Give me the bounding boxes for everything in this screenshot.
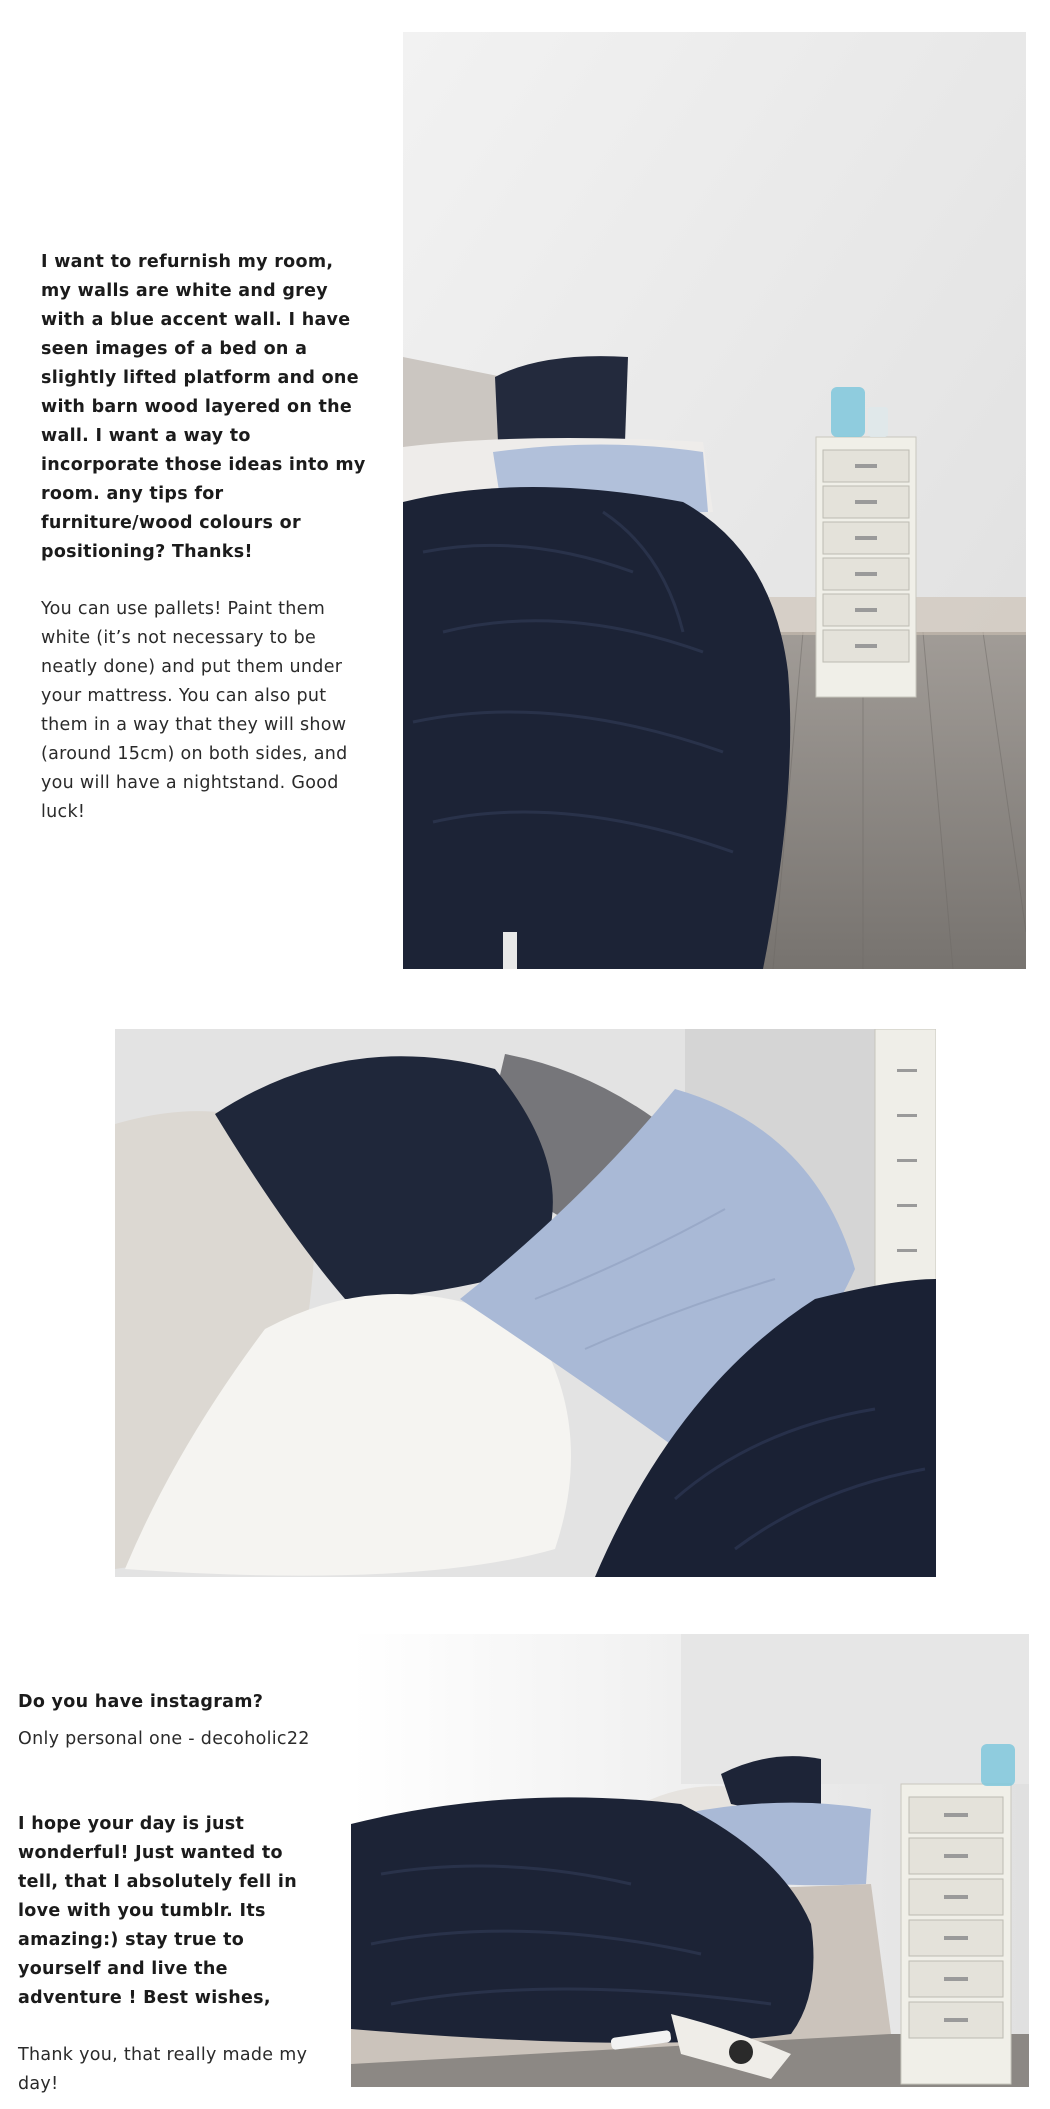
bedroom-photo-1 xyxy=(403,32,1026,969)
bedroom-photo-2 xyxy=(351,1634,1029,2087)
question-text: I want to refurnish my room, my walls are white and grey with a blue accent wall. I have seen images of a bed on a slightly lifted platform and one with barn wood layered on the wall. I want a way to incorporate those ideas into my room. any tips for furniture/wood colours or positioning? Thanks! xyxy=(41,252,366,562)
post-2 xyxy=(18,1688,338,1754)
question-text: Do you have instagram? xyxy=(18,1692,264,1712)
answer-text: You can use pallets! Paint them white (it’s not necessary to be neatly done) and put them under your mattress. You can also put them in a way that they will show (around 15cm) on both sides, and you will have a nightstand. Good luck! xyxy=(41,599,348,822)
pillows-photo xyxy=(115,1029,936,1577)
question-text: I hope your day is just wonderful! Just wanted to tell, that I absolutely fell in love with you tumblr. Its amazing:) stay true to yourself and live the adventure ! Best wishes, xyxy=(18,1814,297,2008)
post-3 xyxy=(18,1810,323,2099)
answer-text: Only personal one - decoholic22 xyxy=(18,1729,310,1749)
post-1 xyxy=(41,248,369,827)
answer-text: Thank you, that really made my day! xyxy=(18,2045,308,2094)
